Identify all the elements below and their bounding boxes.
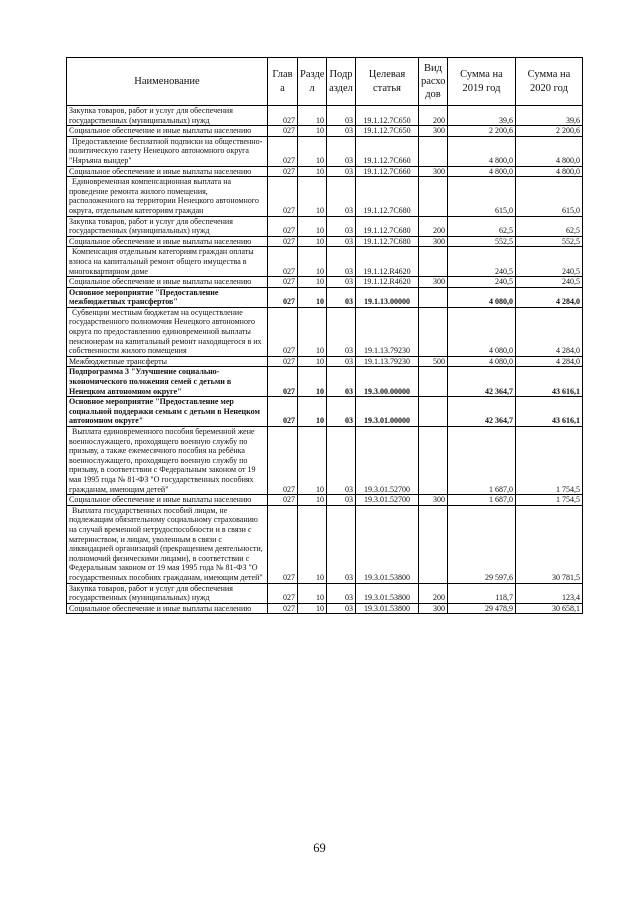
header-podrazdel: Подр аздел (327, 58, 356, 106)
cell-sum-2019: 39,6 (448, 106, 516, 126)
cell-sum-2020: 1 754,5 (516, 495, 583, 506)
cell-sum-2019: 1 687,0 (448, 427, 516, 495)
cell-expense-type: 200 (419, 583, 448, 603)
cell-expense-type: 200 (419, 106, 448, 126)
cell-target-article: 19.1.13.79230 (356, 307, 419, 356)
table-row (67, 236, 583, 247)
cell-sum-2020: 4 284,0 (516, 287, 583, 307)
cell-glava: 027 (268, 106, 298, 126)
cell-razdel: 10 (298, 216, 327, 236)
cell-razdel: 10 (298, 307, 327, 356)
cell-sum-2020: 62,5 (516, 216, 583, 236)
cell-razdel: 10 (298, 166, 327, 177)
cell-expense-type (419, 367, 448, 397)
cell-name: Социальное обеспечение и иные выплаты населению (67, 277, 268, 288)
cell-sum-2020: 123,4 (516, 583, 583, 603)
cell-target-article: 19.1.12.R4620 (356, 247, 419, 277)
cell-podrazdel: 03 (327, 603, 356, 614)
cell-sum-2020: 2 200,6 (516, 126, 583, 137)
page-number: 69 (313, 841, 326, 855)
cell-razdel: 10 (298, 495, 327, 506)
cell-name: Социальное обеспечение и иные выплаты населению (67, 603, 268, 614)
cell-razdel: 10 (298, 106, 327, 126)
cell-name: Социальное обеспечение и иные выплаты населению (67, 495, 268, 506)
header-name: Наименование (67, 58, 268, 106)
cell-target-article: 19.1.13.00000 (356, 287, 419, 307)
cell-target-article: 19.3.01.53800 (356, 603, 419, 614)
cell-podrazdel: 03 (327, 427, 356, 495)
cell-target-article: 19.1.12.7С680 (356, 177, 419, 216)
cell-sum-2020: 4 284,0 (516, 356, 583, 367)
cell-sum-2019: 29 597,6 (448, 505, 516, 583)
cell-razdel: 10 (298, 427, 327, 495)
cell-glava: 027 (268, 495, 298, 506)
cell-sum-2020: 30 781,5 (516, 505, 583, 583)
table-row (67, 505, 583, 583)
cell-podrazdel: 03 (327, 505, 356, 583)
cell-podrazdel: 03 (327, 166, 356, 177)
cell-sum-2020: 4 800,0 (516, 136, 583, 166)
cell-razdel: 10 (298, 277, 327, 288)
cell-podrazdel: 03 (327, 367, 356, 397)
cell-sum-2020: 43 616,1 (516, 397, 583, 427)
cell-name: Основное мероприятие "Предоставление межбюджетных трансфертов" (67, 287, 268, 307)
cell-expense-type: 500 (419, 356, 448, 367)
cell-expense-type: 300 (419, 277, 448, 288)
cell-podrazdel: 03 (327, 307, 356, 356)
cell-razdel: 10 (298, 247, 327, 277)
cell-razdel: 10 (298, 397, 327, 427)
table-row (67, 397, 583, 427)
cell-target-article: 19.3.01.52700 (356, 495, 419, 506)
cell-sum-2020: 240,5 (516, 277, 583, 288)
table-row (67, 277, 583, 288)
cell-target-article: 19.3.01.52700 (356, 427, 419, 495)
table-row (67, 427, 583, 495)
cell-target-article: 19.1.12.R4620 (356, 277, 419, 288)
cell-sum-2019: 2 200,6 (448, 126, 516, 137)
cell-glava: 027 (268, 397, 298, 427)
cell-sum-2019: 42 364,7 (448, 397, 516, 427)
cell-podrazdel: 03 (327, 247, 356, 277)
cell-expense-type: 300 (419, 603, 448, 614)
cell-sum-2020: 4 284,0 (516, 307, 583, 356)
cell-sum-2019: 29 478,9 (448, 603, 516, 614)
cell-razdel: 10 (298, 505, 327, 583)
cell-glava: 027 (268, 277, 298, 288)
cell-sum-2019: 240,5 (448, 277, 516, 288)
budget-table (66, 57, 583, 614)
header-razdel: Разде л (298, 58, 327, 106)
cell-glava: 027 (268, 307, 298, 356)
cell-glava: 027 (268, 583, 298, 603)
cell-name: Социальное обеспечение и иные выплаты населению (67, 166, 268, 177)
cell-sum-2020: 43 616,1 (516, 367, 583, 397)
cell-name: Межбюджетные трансферты (67, 356, 268, 367)
cell-sum-2020: 615,0 (516, 177, 583, 216)
cell-name: Выплата государственных пособий лицам, не подлежащим обязательному социальному страхованию на случай временной нетрудоспособности и в связи с материнством, и лицам, уволенным в связи с ликвидацией организаций (прекращением деятельности, полномочий физическими лицами), в соответствии с Федеральным законом от 19 мая 1995 года № 81-ФЗ "О государственных пособиях гражданам, имеющим детей" (67, 505, 268, 583)
cell-name: Субвенции местным бюджетам на осуществление государственного полномочия Ненецкого автономного округа по предоставлению единовременной выплаты пенсионерам на капитальный ремонт находящегося в их собственности жилого помещения (67, 307, 268, 356)
table-row (67, 216, 583, 236)
table-row (67, 307, 583, 356)
cell-razdel: 10 (298, 136, 327, 166)
cell-expense-type: 300 (419, 236, 448, 247)
cell-glava: 027 (268, 287, 298, 307)
cell-target-article: 19.1.12.7С680 (356, 236, 419, 247)
cell-sum-2019: 240,5 (448, 247, 516, 277)
cell-target-article: 19.3.00.00000 (356, 367, 419, 397)
cell-glava: 027 (268, 356, 298, 367)
cell-expense-type (419, 136, 448, 166)
cell-expense-type (419, 307, 448, 356)
cell-sum-2019: 1 687,0 (448, 495, 516, 506)
cell-podrazdel: 03 (327, 216, 356, 236)
cell-target-article: 19.1.12.7С660 (356, 136, 419, 166)
cell-razdel: 10 (298, 177, 327, 216)
cell-podrazdel: 03 (327, 236, 356, 247)
cell-expense-type: 300 (419, 166, 448, 177)
cell-sum-2019: 62,5 (448, 216, 516, 236)
cell-sum-2020: 30 658,1 (516, 603, 583, 614)
cell-razdel: 10 (298, 287, 327, 307)
cell-glava: 027 (268, 603, 298, 614)
cell-glava: 027 (268, 126, 298, 137)
table-body (67, 106, 583, 614)
cell-sum-2019: 4 080,0 (448, 307, 516, 356)
table-row (67, 367, 583, 397)
cell-podrazdel: 03 (327, 126, 356, 137)
cell-name: Компенсация отдельным категориям граждан оплаты взноса на капитальный ремонт общего имущества в многоквартирном доме (67, 247, 268, 277)
cell-expense-type: 300 (419, 126, 448, 137)
header-row (67, 58, 583, 106)
cell-podrazdel: 03 (327, 106, 356, 126)
cell-sum-2020: 240,5 (516, 247, 583, 277)
cell-target-article: 19.3.01.53800 (356, 583, 419, 603)
table-row (67, 583, 583, 603)
cell-glava: 027 (268, 247, 298, 277)
cell-expense-type (419, 505, 448, 583)
cell-podrazdel: 03 (327, 356, 356, 367)
cell-glava: 027 (268, 177, 298, 216)
cell-name: Закупка товаров, работ и услуг для обеспечения государственных (муниципальных) нужд (67, 216, 268, 236)
cell-sum-2020: 39,6 (516, 106, 583, 126)
table-row (67, 495, 583, 506)
header-statya: Целевая статья (356, 58, 419, 106)
cell-expense-type: 200 (419, 216, 448, 236)
cell-glava: 027 (268, 505, 298, 583)
cell-target-article: 19.1.12.7С660 (356, 166, 419, 177)
table-row (67, 106, 583, 126)
cell-sum-2019: 118,7 (448, 583, 516, 603)
cell-sum-2019: 552,5 (448, 236, 516, 247)
cell-razdel: 10 (298, 236, 327, 247)
cell-sum-2019: 4 800,0 (448, 166, 516, 177)
cell-sum-2020: 552,5 (516, 236, 583, 247)
cell-name: Основное мероприятие "Предоставление мер социальной поддержки семьям с детьми в Ненецком автономном округе" (67, 397, 268, 427)
cell-podrazdel: 03 (327, 495, 356, 506)
cell-sum-2020: 4 800,0 (516, 166, 583, 177)
cell-glava: 027 (268, 427, 298, 495)
header-sum-2020: Сумма на 2020 год (516, 58, 583, 106)
cell-podrazdel: 03 (327, 136, 356, 166)
cell-name: Закупка товаров, работ и услуг для обеспечения государственных (муниципальных) нужд (67, 106, 268, 126)
cell-target-article: 19.3.01.00000 (356, 397, 419, 427)
cell-sum-2019: 4 080,0 (448, 287, 516, 307)
cell-target-article: 19.1.13.79230 (356, 356, 419, 367)
cell-podrazdel: 03 (327, 287, 356, 307)
cell-glava: 027 (268, 367, 298, 397)
header-sum-2019: Сумма на 2019 год (448, 58, 516, 106)
table-row (67, 177, 583, 216)
cell-name: Подпрограмма 3 "Улучшение социально-экономического положения семей с детьми в Ненецком автономном округе" (67, 367, 268, 397)
header-vid: Вид расхо дов (419, 58, 448, 106)
table-row (67, 287, 583, 307)
cell-expense-type (419, 397, 448, 427)
cell-podrazdel: 03 (327, 583, 356, 603)
cell-target-article: 19.3.01.53800 (356, 505, 419, 583)
cell-name: Выплата единовременного пособия беременной жене военнослужащего, проходящего военную службу по призыву, а также ежемесячного пособия на ребёнка военнослужащего, проходящего военную службу по призыву, в соответствии с Федеральным законом от 19 мая 1995 года № 81-ФЗ "О государственных пособиях гражданам, имеющим детей" (67, 427, 268, 495)
cell-glava: 027 (268, 166, 298, 177)
cell-name: Единовременная компенсационная выплата на проведение ремонта жилого помещения, расположенного на территории Ненецкого автономного округа, отдельным категориям граждан (67, 177, 268, 216)
cell-glava: 027 (268, 236, 298, 247)
cell-expense-type (419, 177, 448, 216)
cell-glava: 027 (268, 136, 298, 166)
cell-glava: 027 (268, 216, 298, 236)
cell-podrazdel: 03 (327, 277, 356, 288)
cell-podrazdel: 03 (327, 177, 356, 216)
cell-razdel: 10 (298, 367, 327, 397)
cell-expense-type (419, 287, 448, 307)
cell-razdel: 10 (298, 126, 327, 137)
cell-target-article: 19.1.12.7С680 (356, 216, 419, 236)
cell-podrazdel: 03 (327, 397, 356, 427)
cell-sum-2019: 4 080,0 (448, 356, 516, 367)
table-row (67, 166, 583, 177)
header-glava: Глав а (268, 58, 298, 106)
cell-razdel: 10 (298, 356, 327, 367)
cell-sum-2019: 42 364,7 (448, 367, 516, 397)
table-row (67, 603, 583, 614)
table-row (67, 356, 583, 367)
cell-target-article: 19.1.12.7С650 (356, 106, 419, 126)
cell-name: Социальное обеспечение и иные выплаты населению (67, 236, 268, 247)
cell-name: Закупка товаров, работ и услуг для обеспечения государственных (муниципальных) нужд (67, 583, 268, 603)
table-row (67, 126, 583, 137)
table-row (67, 247, 583, 277)
cell-razdel: 10 (298, 603, 327, 614)
cell-sum-2019: 4 800,0 (448, 136, 516, 166)
cell-sum-2019: 615,0 (448, 177, 516, 216)
cell-name: Социальное обеспечение и иные выплаты населению (67, 126, 268, 137)
cell-expense-type: 300 (419, 495, 448, 506)
cell-razdel: 10 (298, 583, 327, 603)
cell-sum-2020: 1 754,5 (516, 427, 583, 495)
cell-target-article: 19.1.12.7С650 (356, 126, 419, 137)
cell-name: Предоставление бесплатной подписки на общественно-политическую газету Ненецкого автономного округа "Няръяна вындер" (67, 136, 268, 166)
cell-expense-type (419, 247, 448, 277)
table-row (67, 136, 583, 166)
cell-expense-type (419, 427, 448, 495)
